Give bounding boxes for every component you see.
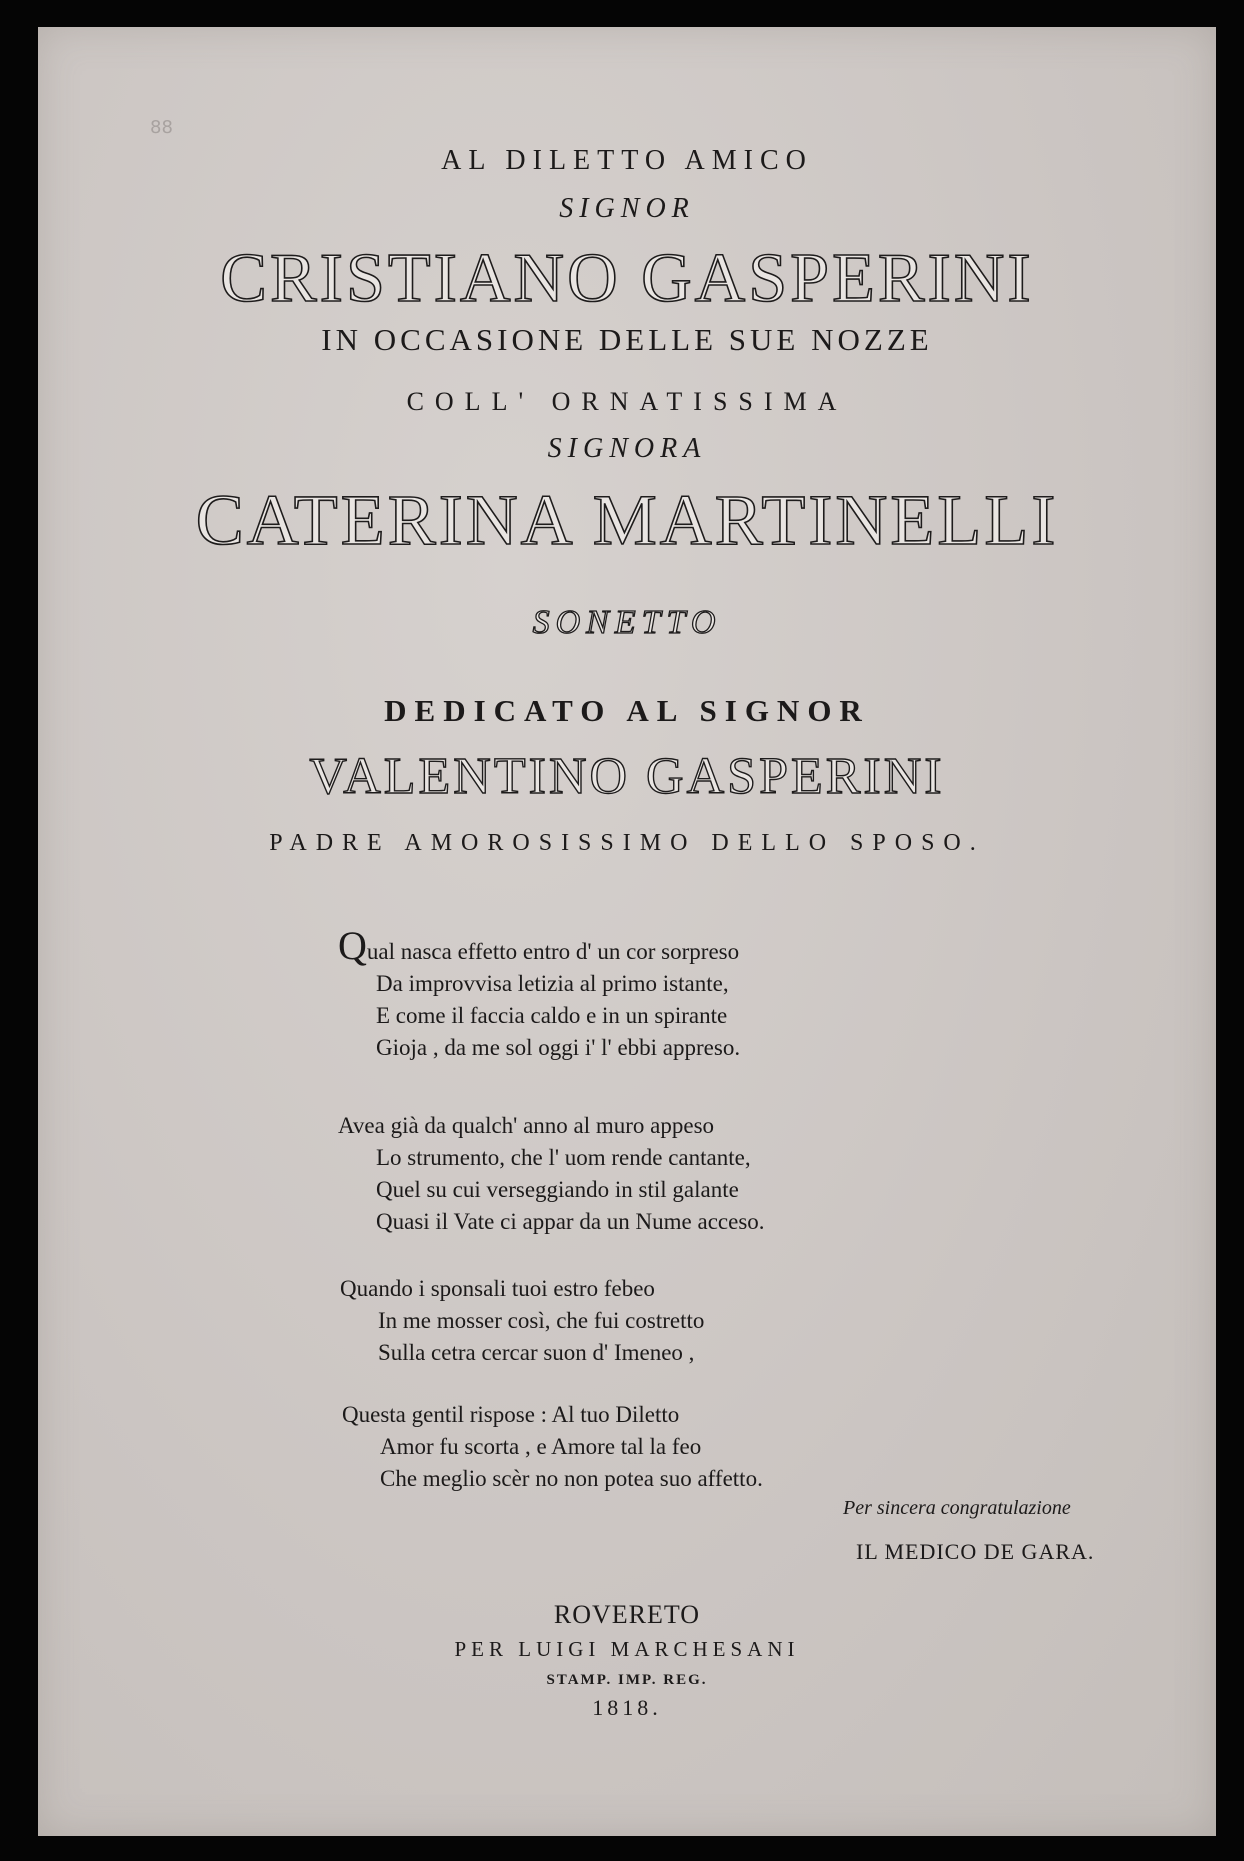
groom-name: CRISTIANO GASPERINI: [220, 240, 1034, 317]
bride-name: CATERINA MARTINELLI: [195, 480, 1059, 560]
signature-line-1: Per sincera congratulazione: [843, 1497, 1071, 1519]
stanza-2-line-4: Quasi il Vate ci appar da un Nume acceso.: [376, 1209, 765, 1234]
header-occasion: IN OCCASIONE DELLE SUE NOZZE: [321, 322, 933, 357]
stanza-4-line-3: Che meglio scèr no non potea suo affetto.: [380, 1466, 763, 1491]
stanza-4-line-2: Amor fu scorta , e Amore tal la feo: [380, 1434, 702, 1459]
header-line-2: SIGNOR: [559, 193, 695, 224]
stanza-2: [338, 1110, 765, 1238]
dedicatee-name: VALENTINO GASPERINI: [309, 748, 945, 805]
genre-title: SONETTO: [532, 604, 722, 641]
header-line-1: AL DILETTO AMICO: [441, 145, 813, 176]
imprint-title: STAMP. IMP. REG.: [546, 1672, 708, 1688]
relation-line: PADRE AMOROSISSIMO DELLO SPOSO.: [269, 830, 985, 856]
stanza-3-line-2: In me mosser così, che fui costretto: [378, 1308, 705, 1333]
stanza-3-line-3: Sulla cetra cercar suon d' Imeneo ,: [378, 1340, 695, 1365]
stanza-1-line-2: Da improvvisa letizia al primo istante,: [376, 971, 729, 996]
drop-cap: Q: [338, 923, 367, 968]
stanza-3: [340, 1273, 704, 1369]
dedication-line: DEDICATO AL SIGNOR: [384, 693, 870, 728]
signature-author: IL MEDICO DE GARA.: [856, 1539, 1095, 1564]
document-page: [38, 27, 1216, 1836]
stanza-2-line-1: Avea già da qualch' anno al muro appeso: [338, 1113, 715, 1138]
imprint-printer: PER LUIGI MARCHESANI: [454, 1637, 800, 1661]
imprint-city: ROVERETO: [553, 1600, 701, 1629]
stanza-1-line-1-text: ual nasca effetto entro d' un cor sorpreso: [366, 939, 740, 964]
header-line-5: COLL' ORNATISSIMA: [406, 387, 848, 416]
stanza-1-line-4: Gioja , da me sol oggi i' l' ebbi appreso.: [376, 1035, 741, 1060]
stanza-2-line-2: Lo strumento, che l' uom rende cantante,: [376, 1145, 751, 1170]
stanza-1: [338, 923, 741, 1064]
stanza-1-line-1: [338, 923, 740, 968]
stanza-1-line-3: E come il faccia caldo e in un spirante: [376, 1003, 728, 1028]
stanza-4: [342, 1399, 763, 1495]
stanza-2-line-3: Quel su cui verseggiando in stil galante: [376, 1177, 739, 1202]
stanza-3-line-1: Quando i sponsali tuoi estro febeo: [340, 1276, 655, 1301]
archive-annotation: 88: [150, 117, 173, 138]
header-line-6: SIGNORA: [547, 433, 707, 464]
stanza-4-line-1: Questa gentil rispose : Al tuo Diletto: [342, 1402, 680, 1427]
imprint-year: 1818.: [592, 1695, 662, 1720]
